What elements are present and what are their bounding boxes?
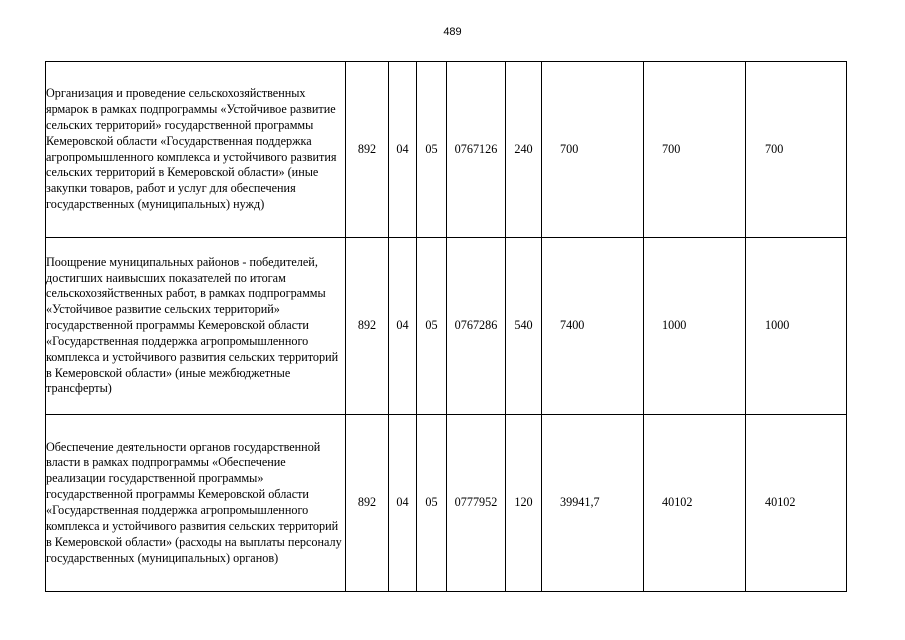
amount-year-2: 700 (644, 62, 746, 238)
ministry-code: 892 (346, 62, 389, 238)
subsection-code: 05 (417, 238, 447, 415)
row-description: Обеспечение деятельности органов государственной власти в рамках подпрограммы «Обеспечение реализации государственной программы» государственной программы Кемеровской области «Государственная поддержка агропромышленного комплекса и устойчивого развития сельских территорий в Кемеровской области» (расходы на выплаты персоналу государственных (муниципальных) органов) (46, 415, 346, 592)
amount-year-2: 40102 (644, 415, 746, 592)
subsection-code: 05 (417, 62, 447, 238)
expense-type-code: 120 (506, 415, 542, 592)
section-code: 04 (389, 238, 417, 415)
expense-type-code: 540 (506, 238, 542, 415)
budget-table (45, 61, 847, 592)
ministry-code: 892 (346, 415, 389, 592)
amount-year-3: 700 (746, 62, 847, 238)
amount-year-3: 40102 (746, 415, 847, 592)
target-code: 0767126 (447, 62, 506, 238)
amount-year-1: 700 (542, 62, 644, 238)
row-description: Организация и проведение сельскохозяйственных ярмарок в рамках подпрограммы «Устойчивое развитие сельских территорий» государственной программы Кемеровской области «Государственная поддержка агропромышленного комплекса и устойчивого развития сельских территорий в Кемеровской области» (иные закупки товаров, работ и услуг для обеспечения государственных (муниципальных) нужд) (46, 62, 346, 238)
target-code: 0777952 (447, 415, 506, 592)
amount-year-1: 39941,7 (542, 415, 644, 592)
section-code: 04 (389, 62, 417, 238)
row-description: Поощрение муниципальных районов - победителей, достигших наивысших показателей по итогам сельскохозяйственных работ, в рамках подпрограммы «Устойчивое развитие сельских территорий» государственной программы Кемеровской области «Государственная поддержка агропромышленного комплекса и устойчивого развития сельских территорий в Кемеровской области» (иные межбюджетные трансферты) (46, 238, 346, 415)
page-number: 489 (443, 26, 462, 38)
section-code: 04 (389, 415, 417, 592)
ministry-code: 892 (346, 238, 389, 415)
table-row (46, 62, 847, 238)
expense-type-code: 240 (506, 62, 542, 238)
amount-year-3: 1000 (746, 238, 847, 415)
target-code: 0767286 (447, 238, 506, 415)
table-row (46, 415, 847, 592)
table-row (46, 238, 847, 415)
subsection-code: 05 (417, 415, 447, 592)
amount-year-1: 7400 (542, 238, 644, 415)
amount-year-2: 1000 (644, 238, 746, 415)
